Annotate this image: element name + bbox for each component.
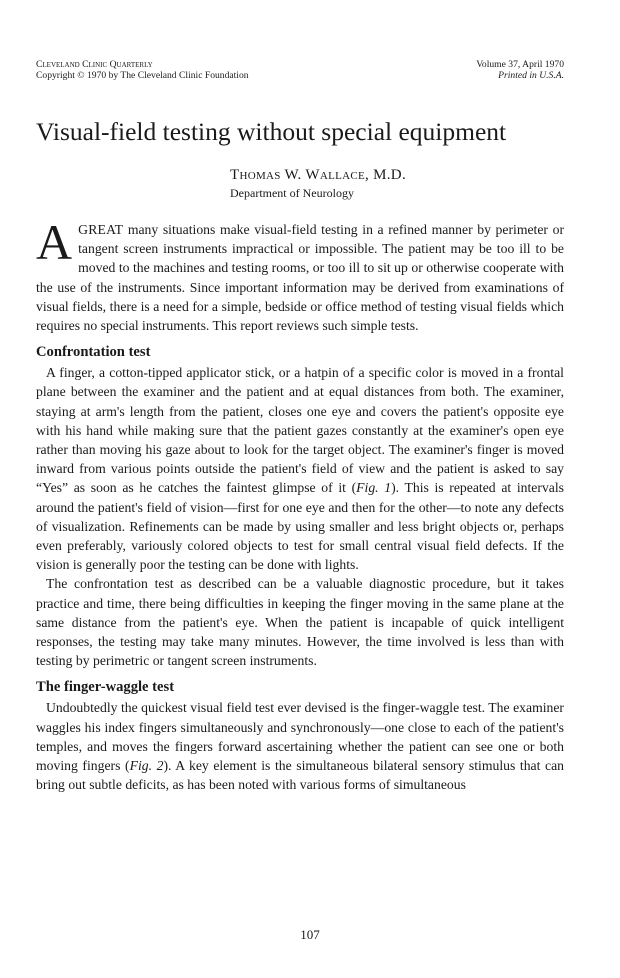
journal-name: Cleveland Clinic Quarterly <box>36 59 153 70</box>
copyright-line: Copyright © 1970 by The Cleveland Clinic Foundation <box>36 70 249 81</box>
confrontation-paragraph-2: The confrontation test as described can be a valuable diagnostic procedure, but it takes practice and time, there being difficulties in keeping the finger moving in the same plane at the same distance from the patient's eye. When the patient is incapable of quick intelligent responses, the testing may take many minutes. However, the time involved is less than with testing by perimetric or tangent screen instruments. <box>36 576 564 669</box>
section-heading-finger-waggle: The finger-waggle test <box>36 679 175 696</box>
intro-paragraph <box>36 214 564 335</box>
volume-line: Volume 37, April 1970 <box>476 59 564 70</box>
article-body <box>36 214 565 794</box>
paragraph-text: ). A key element is the simultaneous bilateral sensory stimulus that can bring out subtle deficits, as has been noted with various forms of simultaneous <box>36 758 565 793</box>
figure-ref-2: Fig. 2 <box>129 758 164 774</box>
section-heading-confrontation: Confrontation test <box>36 344 151 361</box>
confrontation-paragraph-1 <box>36 363 564 574</box>
printed-line: Printed in U.S.A. <box>498 70 564 81</box>
paragraph-text: A finger, a cotton-tipped applicator stick, or a hatpin of a specific color is moved in a frontal plane between the examiner and the patient and at equal distances from both. The examiner, staying at arm's length from the patient, closes one eye and covers the patient's opposite eye with his hand while making sure that the patient gazes constantly at the examiner's open eye rather than moving his gaze about to look for the target object. The examiner's finger is moved inward from various points outside the patient's field of view and the patient is asked to say “Yes” as soon as he catches the faintest glimpse of it ( <box>36 365 564 496</box>
intro-text: many situations make visual-field testing in a refined manner by perimeter or tangent screen instruments impractical or impossible. The patient may be too ill to be moved to the machines and testing rooms, or too ill to sit up or otherwise cooperate with the use of the instruments. Since important information may be derived from examinations of visual fields, there is a need for a simple, bedside or office method of testing visual fields which requires no special instruments. This report reviews such simple tests. <box>36 222 564 334</box>
article-title: Visual-field testing without special equipment <box>36 117 507 146</box>
page-number: 107 <box>300 927 320 942</box>
paragraph-text: Undoubtedly the quickest visual field test ever devised is the finger-waggle test. The examiner waggles his index fingers simultaneously and synchronously—one close to each of the patient's temples, and moves the fingers forward ascertaining whether the patient can see one or both moving fingers ( <box>36 700 564 774</box>
finger-waggle-paragraph <box>36 698 564 794</box>
lead-word: GREAT <box>78 222 124 237</box>
author-name: Thomas W. Wallace, M.D. <box>230 167 406 183</box>
figure-ref-1: Fig. 1 <box>356 480 392 496</box>
running-header-right <box>476 59 564 81</box>
drop-cap: A <box>36 214 73 270</box>
author-department: Department of Neurology <box>230 186 354 200</box>
running-header-left <box>36 59 249 81</box>
paragraph-text: ). This is repeated at intervals around the patient's field of vision—first for one eye and then for the other—to note any defects of visualization. Refinements can be made by using smaller and less bright objects or, perhaps even preferably, variously colored objects to test for small central visual field defects. If the vision is generally poor the testing can be done with lights. <box>36 480 564 573</box>
